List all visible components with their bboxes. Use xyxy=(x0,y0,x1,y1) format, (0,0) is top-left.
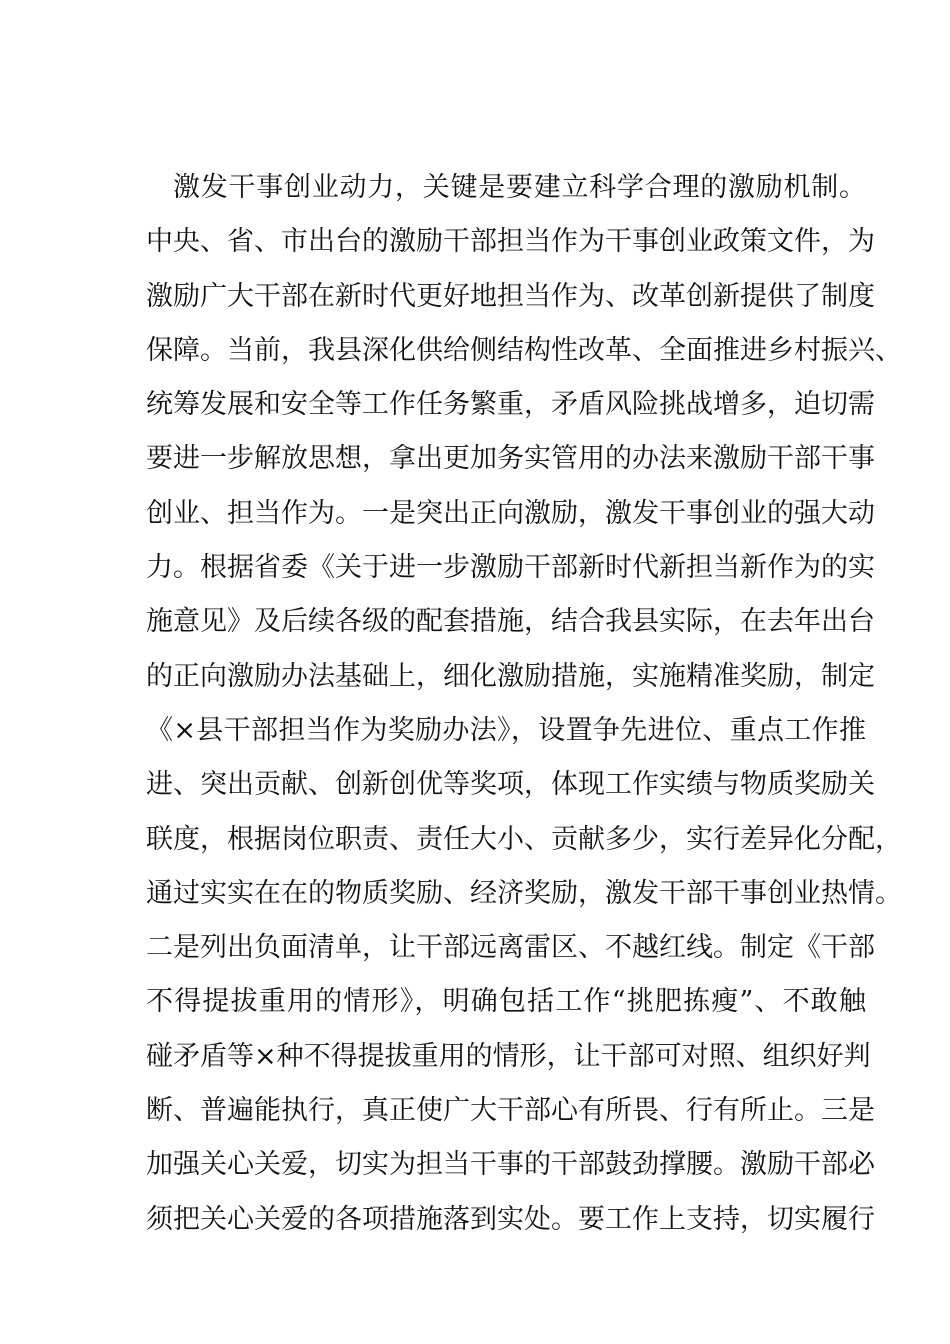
text-line: 碰矛盾等×种不得提拔重用的情形，让干部可对照、组织好判 xyxy=(146,1040,871,1072)
text-line: 要进一步解放思想，拿出更加务实管用的办法来激励干部干事 xyxy=(146,443,875,475)
text-line: 断、普遍能执行，真正使广大干部心有所畏、行有所止。三是 xyxy=(146,1095,875,1127)
text-line: 施意见》及后续各级的配套措施，结合我县实际，在去年出台 xyxy=(146,606,875,638)
body-paragraph xyxy=(146,161,902,1247)
text-line: 联度，根据岗位职责、责任大小、贡献多少，实行差异化分配， xyxy=(146,823,902,855)
text-line: 激发干事创业动力，关键是要建立科学合理的激励机制。 xyxy=(173,172,866,203)
text-line: 通过实实在在的物质奖励、经济奖励，激发干部干事创业热情。 xyxy=(146,877,902,909)
text-line: 进、突出贡献、创新创优等奖项，体现工作实绩与物质奖励关 xyxy=(146,769,875,801)
text-line: 统筹发展和安全等工作任务繁重，矛盾风险挑战增多，迫切需 xyxy=(146,389,875,421)
text-line: 保障。当前，我县深化供给侧结构性改革、全面推进乡村振兴、 xyxy=(146,334,902,366)
text-line: 须把关心关爱的各项措施落到实处。要工作上支持，切实履行 xyxy=(146,1203,875,1235)
text-line: 《×县干部担当作为奖励办法》，设置争先进位、重点工作推 xyxy=(146,714,866,746)
text-line: 二是列出负面清单，让干部远离雷区、不越红线。制定《干部 xyxy=(146,932,875,964)
text-line: 激励广大干部在新时代更好地担当作为、改革创新提供了制度 xyxy=(146,280,875,312)
text-line: 加强关心关爱，切实为担当干事的干部鼓劲撑腰。激励干部必 xyxy=(146,1149,875,1181)
text-line: 的正向激励办法基础上，细化激励措施，实施精准奖励，制定 xyxy=(146,660,875,692)
text-line: 中央、省、市出台的激励干部担当作为干事创业政策文件，为 xyxy=(146,226,875,258)
text-line: 不得提拔重用的情形》，明确包括工作“挑肥拣瘦”、不敢触 xyxy=(146,986,866,1018)
text-line: 创业、担当作为。一是突出正向激励，激发干事创业的强大动 xyxy=(146,497,875,529)
text-line: 力。根据省委《关于进一步激励干部新时代新担当新作为的实 xyxy=(146,552,875,584)
